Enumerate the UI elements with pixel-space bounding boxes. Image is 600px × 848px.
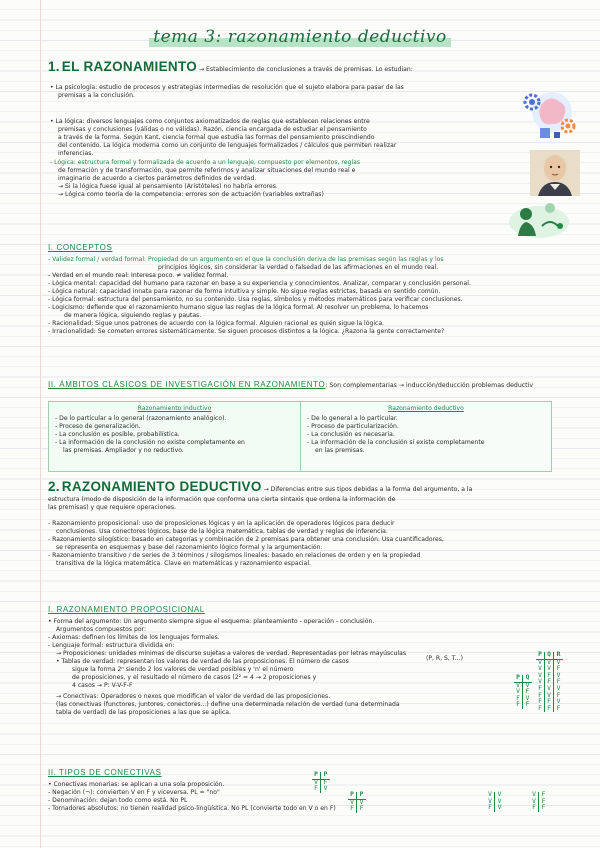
- truth-table-cell: V: [312, 780, 321, 787]
- truth-table-cell: F: [536, 693, 545, 700]
- truth-table-cell: F: [514, 702, 523, 709]
- inductivo-item: las premisas. Ampliador y no reductivo.: [63, 447, 184, 455]
- truth-table-cell: V: [514, 689, 523, 696]
- truth-table-row: [514, 702, 532, 709]
- truth-table-cell: F: [556, 665, 561, 673]
- text-line: Argumentos compuestos por:: [56, 625, 147, 633]
- text-line: • Tablas de verdad: representan los valores de verdad de las proposiciones. El número de casos: [56, 657, 349, 665]
- text-line: (las conectivas (functores, juntores, conectores...) define una determinada relación de verdad (una determinada: [56, 700, 400, 708]
- truth-table-header-cell: P: [321, 772, 330, 780]
- truth-table-cell: V: [556, 671, 561, 679]
- truth-table-cell: F: [541, 804, 546, 812]
- truth-table-cell: V: [556, 658, 561, 666]
- truth-table-cell: V: [545, 693, 554, 700]
- section-2-heading-tail: → Diferencias entre sus tipos debidas a la forma del argumento, a la: [263, 486, 473, 493]
- page-title-text: tema 3: razonamiento deductivo: [149, 27, 450, 47]
- inductivo-column: [49, 402, 300, 471]
- section-1-heading-tail: → Establecimiento de conclusiones a través de premisas. Lo estudian:: [199, 66, 413, 73]
- concept-line: - Lógica natural: capacidad innata para razonar de forma intuitiva y simple. No sigue reglas estrictas, basada en sentido común.: [48, 287, 441, 295]
- inductivo-item: - Proceso de generalización.: [55, 423, 141, 431]
- truth-table-pqr: [536, 652, 563, 712]
- truth-table-cell: V: [556, 685, 561, 693]
- text-line: - Negación (¬): convierten V en F y viceversa. PL = "no": [48, 788, 220, 796]
- text-line: imaginario de acuerdo a ciertos parámetros definidos de verdad.: [58, 175, 257, 183]
- section-1-heading: EL RAZONAMIENTO: [61, 59, 198, 74]
- page-margin-line: [40, 0, 41, 848]
- text-line: del contenido. La lógica moderna como un conjunto de lenguajes formalizados / cálculos que permiten realizar: [58, 142, 397, 150]
- brain-gears-illustration: [514, 84, 580, 142]
- truth-table-cell: F: [486, 805, 495, 812]
- concept-line: - Lógica formal: estructura del pensamiento, no su contenido. Usa reglas, símbolos y métodos matemáticos para verificar conclusiones.: [48, 295, 463, 303]
- truth-table-cell: F: [556, 678, 561, 686]
- truth-table-header-cell: P: [536, 652, 545, 660]
- text-line: - Lógica: estructura formal y formalizada de acuerdo a un lenguaje, compuesto por elementos, reglas: [50, 159, 361, 167]
- concept-line: - Verdad en el mundo real: Interesa poco. ≠ validez formal.: [48, 271, 229, 279]
- text-line: 4 casos → P: V-V-F-F: [72, 681, 133, 689]
- inductivo-item: - De lo particular a lo general (razonamiento analógico).: [55, 415, 227, 423]
- text-line: a través de la forma. Según Kant, ciencia formal que estudia las formas del pensamiento prescindiendo: [58, 134, 375, 142]
- truth-table-cell: V: [486, 792, 495, 799]
- inductivo-item: - La conclusión es posible, probabilística.: [55, 431, 180, 439]
- text-line: - Lenguaje formal: estructura dividida en:: [48, 641, 175, 649]
- section-razonamiento-deductivo: [48, 478, 568, 568]
- truth-table-cell: V: [514, 683, 523, 690]
- truth-table-cell: F: [514, 696, 523, 703]
- truth-table-cell: F: [545, 673, 554, 680]
- conectivas-section: [48, 768, 518, 813]
- truth-table-cell: V: [545, 666, 554, 673]
- thinking-person-illustration: [506, 196, 572, 240]
- truth-table-cell: F: [545, 679, 554, 686]
- truth-table-row: [312, 786, 330, 793]
- truth-table-row: [348, 806, 366, 813]
- concept-line: - Lógica mental: capacidad del humano para razonar en base a su experiencia y conocimientos. Analizar, comparar y conclusión personal.: [48, 279, 471, 287]
- truth-table-cell: V: [348, 800, 357, 807]
- truth-table-tornador-2: [530, 792, 548, 812]
- tipo-line: - Razonamiento transitivo / de series de 3 términos / silogismos lineales: basado en relaciones de orden y en la propiedad: [48, 552, 421, 559]
- truth-table-header-cell: Q: [523, 675, 532, 683]
- text-line: - Axiomas: definen los límites de los lenguajes formales.: [48, 633, 220, 641]
- text-line: - Tornadores absolutos: no tienen realidad psico-lingüística. No PL (convierte todo en V o en F): [48, 804, 336, 812]
- truth-table-cell: F: [312, 786, 321, 793]
- truth-table-header-cell: P: [357, 792, 366, 800]
- truth-table-header-cell: R: [554, 652, 563, 660]
- truth-table-cell: F: [525, 701, 530, 709]
- truth-table-cell: F: [545, 699, 554, 706]
- pqrst-label: (P, R, S, T...): [426, 655, 463, 662]
- truth-table-header-cell: P: [312, 772, 321, 780]
- section-2-number: 2.: [48, 479, 60, 494]
- truth-table-cell: F: [530, 805, 539, 812]
- truth-table-cell: V: [530, 799, 539, 806]
- truth-table-cell: F: [525, 688, 530, 696]
- text-line: → Si la lógica fuese igual al pensamiento (Aristóteles) no habría errores.: [58, 183, 278, 191]
- conceptos-heading: I. CONCEPTOS: [48, 243, 113, 252]
- text-line: → Conectivas: Operadores o nexos que modifican el valor de verdad de las proposiciones.: [56, 692, 331, 700]
- truth-table-row: [530, 805, 548, 812]
- section-1-number: 1.: [48, 59, 60, 74]
- truth-table-row: [536, 706, 563, 713]
- logica-paragraph: [50, 118, 520, 199]
- kant-portrait-illustration: [530, 150, 580, 196]
- concept-line: - Logicismo: defiende que el razonamiento humano sigue las reglas de la lógica formal. Al resolver un problema, lo hacemos: [48, 303, 429, 311]
- truth-table-cell: V: [545, 686, 554, 693]
- truth-table-tornador-1: [486, 792, 504, 812]
- truth-table-cell: V: [545, 660, 554, 667]
- concept-line: de manera lógica, siguiendo reglas y pautas.: [64, 311, 202, 319]
- text-line: estructura (modo de disposición de la información que conforma una cierta sintaxis que ordena la información de: [48, 495, 396, 503]
- truth-table-cell: F: [359, 805, 364, 813]
- truth-table-cell: V: [525, 681, 530, 689]
- concept-line: - Racionalidad: Sigue unos patrones de acuerdo con la lógica formal. Alguien racional es quién sigue la lógica.: [48, 319, 385, 327]
- deductivo-item: - Proceso de particularización.: [307, 423, 399, 431]
- inductivo-title: Razonamiento inductivo: [137, 405, 212, 412]
- truth-table-cell: V: [536, 673, 545, 680]
- text-line: • Forma del argumento: Un argumento siempre sigue el esquema: planteamiento - operación - conclusión.: [48, 617, 375, 625]
- text-line: • Conectivas monarias: se aplican a una sola proposición.: [48, 780, 225, 788]
- truth-table-cell: V: [530, 792, 539, 799]
- truth-table-cell: V: [525, 694, 530, 702]
- truth-table-cell: V: [536, 679, 545, 686]
- truth-table-header-cell: Q: [545, 652, 554, 660]
- tipo-line: - Razonamiento proposicional: uso de proposiciones lógicas y en la aplicación de operadores lógicos para deducir: [48, 519, 395, 527]
- text-line: - Denominación: dejan todo como está. No PL: [48, 796, 188, 804]
- truth-table-cell: V: [536, 666, 545, 673]
- conectivas-heading: II. TIPOS DE CONECTIVAS: [48, 768, 162, 777]
- text-line: de formación y de transformación, que permite referirnos y analizar situaciones del mundo real e: [58, 167, 356, 175]
- text-line: premisas y conclusiones (válidas o no válidas). Razón, ciencia encargada de estudiar el pensamiento: [58, 126, 367, 134]
- deductivo-title: Razonamiento deductivo: [388, 405, 464, 412]
- truth-table-cell: F: [536, 706, 545, 713]
- text-line: → Lógica como teoría de la competencia: errores son de actuación (variables extrañas): [58, 191, 324, 199]
- truth-table-negation: [312, 772, 330, 793]
- truth-table-cell: V: [536, 660, 545, 667]
- truth-table-cell: F: [348, 806, 357, 813]
- proposicional-heading: I. RAZONAMIENTO PROPOSICIONAL: [48, 605, 205, 614]
- concept-line: principios lógicos, sin considerar la verdad o falsedad de las afirmaciones en el mundo real.: [158, 263, 439, 271]
- conceptos-section: [48, 243, 568, 336]
- text-line: • La lógica: diversos lenguajes como conjuntos axiomatizados de reglas que establecen relaciones entre: [50, 118, 370, 125]
- truth-table-cell: V: [359, 798, 364, 806]
- truth-table-cell: V: [497, 797, 502, 805]
- truth-table-cell: F: [536, 686, 545, 693]
- tipo-line: - Razonamiento silogístico: basado en categorías y combinación de 2 premisas para obtener una conclusión. Usa cuantificadores,: [48, 535, 444, 543]
- truth-table-pq: [514, 675, 532, 709]
- tipo-line: conclusiones. Usa conectores lógicos, base de la lógica matemática, tablas de verdad y reglas de inferencia.: [56, 527, 388, 535]
- truth-table-cell: F: [545, 706, 554, 713]
- tipo-line: transitiva de la lógica matemática. Clave en matemáticas y razonamiento espacial.: [56, 560, 311, 568]
- inductivo-item: - La información de la conclusión no existe completamente en: [55, 439, 245, 447]
- truth-table-cell: V: [323, 785, 328, 793]
- truth-table-row: [486, 805, 504, 812]
- truth-table-cell: V: [486, 799, 495, 806]
- deductivo-item: - De lo general a lo particular.: [307, 415, 398, 423]
- text-line: • La psicología: estudio de procesos y estrategias intermedias de resolución que el sujeto elabora para pasar de las: [50, 84, 404, 91]
- truth-table-cell: V: [497, 791, 502, 798]
- truth-table-header-cell: P: [348, 792, 357, 800]
- truth-table-cell: V: [556, 698, 561, 706]
- concept-line: - Irracionalidad: Se cometen errores sistemáticamente. Se siguen procesos distintos a la lógica. ¿Razona la gente correctamente?: [48, 327, 445, 335]
- psicologia-paragraph: [50, 84, 550, 100]
- truth-table-cell: F: [541, 797, 546, 805]
- tipo-line: se representa en esquemas y base del razonamiento lógico formal y la argumentación.: [56, 543, 323, 551]
- section-razonamiento: [48, 58, 568, 76]
- section-2-heading: RAZONAMIENTO DEDUCTIVO: [61, 479, 262, 494]
- truth-table-cell: F: [556, 704, 561, 712]
- text-line: sigue la forma 2ⁿ siendo 2 los valores de verdad posibles y 'n' el número: [72, 665, 294, 673]
- text-line: → Proposiciones: unidades mínimas de discurso sujetas a valores de verdad. Representadas por letras mayúsculas: [56, 649, 406, 657]
- deductivo-item: - La información de la conclusión sí existe completamente: [307, 439, 485, 447]
- text-line: inferencias.: [58, 150, 94, 158]
- truth-table-denomination: [348, 792, 366, 813]
- concept-line: - Validez formal / verdad formal: Propiedad de un argumento en el que la conclusión deriva de las premisas según las reglas y los: [48, 255, 444, 263]
- truth-table-header-cell: P: [514, 675, 523, 683]
- deductivo-item: en las premisas.: [315, 447, 365, 455]
- truth-table-cell: F: [556, 691, 561, 699]
- deductivo-column: [300, 402, 551, 471]
- text-line: premisas a la conclusión.: [58, 92, 135, 100]
- page-title: [0, 26, 600, 48]
- truth-table-cell: F: [323, 778, 328, 786]
- ambitos-heading-tail: : Son complementarias → inducción/deducción problemas deductiv: [325, 382, 533, 389]
- ambitos-section: [48, 380, 588, 391]
- inductive-vs-deductive-table: [48, 401, 552, 472]
- deductivo-item: - La conclusión es necesaria.: [307, 431, 395, 439]
- text-line: las premisas) y que requiere operaciones.: [48, 503, 176, 511]
- text-line: de proposiciones, y el resultado el número de casos (2² = 4 → 2 proposiciones y: [72, 673, 317, 681]
- ambitos-heading: II. ÁMBITOS CLÁSICOS DE INVESTIGACIÓN EN RAZONAMIENTO: [48, 380, 326, 389]
- truth-table-cell: F: [541, 791, 546, 798]
- truth-table-cell: F: [536, 699, 545, 706]
- text-line: tabla de verdad) de las proposiciones a las que se aplica.: [56, 708, 231, 716]
- truth-table-cell: V: [497, 804, 502, 812]
